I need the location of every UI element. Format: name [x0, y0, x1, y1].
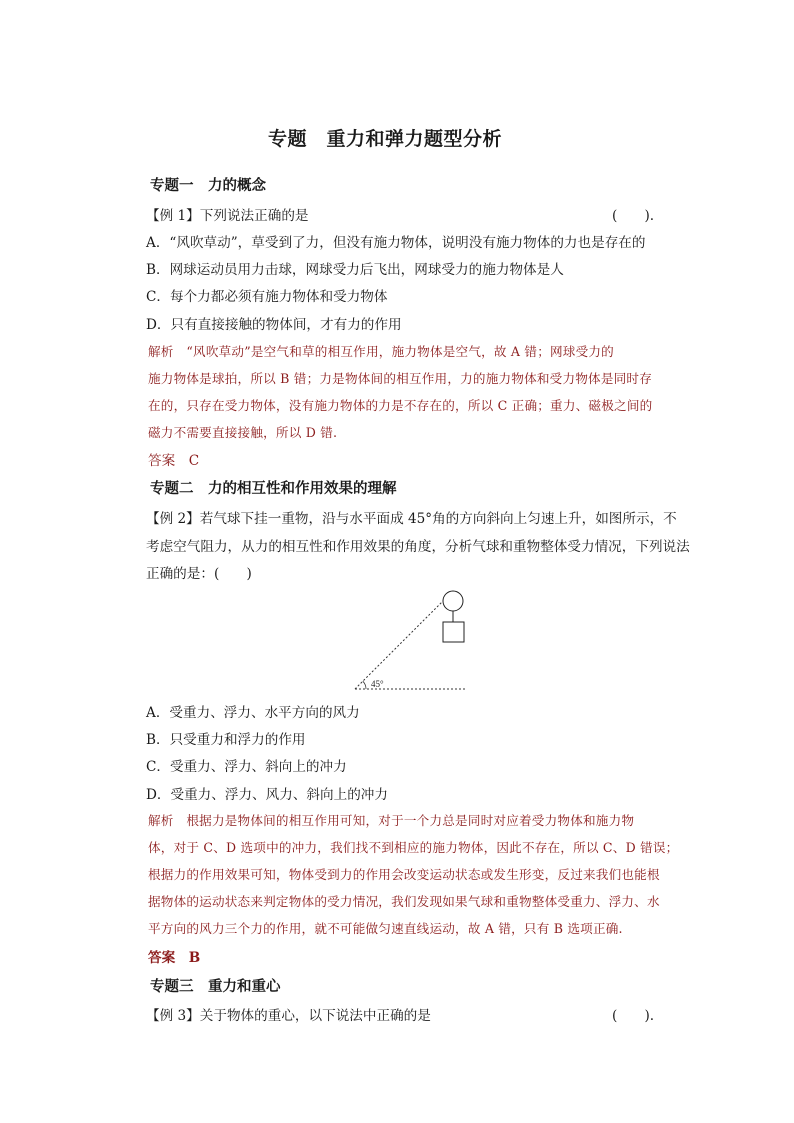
angle-label: 45°: [371, 679, 384, 689]
incline-path-line: [355, 600, 444, 689]
example-1-option-c: C．每个力都必须有施力物体和受力物体: [146, 289, 388, 305]
example-3-answer-blank: ( ).: [612, 1008, 655, 1024]
example-1-text: 下列说法正确的是: [199, 208, 309, 224]
section-1-heading: 专题一 力的概念: [150, 177, 266, 194]
example-1-analysis-line: 解析 “风吹草动”是空气和草的相互作用，施力物体是空气，故 A 错；网球受力的: [148, 344, 614, 359]
balloon-figure: [340, 585, 480, 695]
example-2-option-b: B．只受重力和浮力的作用: [146, 732, 306, 748]
example-1-answer-blank: ( ).: [612, 208, 655, 224]
example-2-option-d: D．受重力、浮力、风力、斜向上的冲力: [146, 787, 388, 803]
example-2-answer: 答案 B: [148, 950, 201, 966]
example-1-analysis-line: 施力物体是球拍，所以 B 错；力是物体间的相互作用，力的施力物体和受力物体是同时存: [148, 371, 653, 386]
page-title: 专题 重力和弹力题型分析: [268, 128, 503, 150]
example-2-analysis-line: 解析 根据力是物体间的相互作用可知，对于一个力总是同时对应着受力物体和施力物: [148, 813, 635, 828]
example-2-question-line: 考虑空气阻力，从力的相互性和作用效果的角度，分析气球和重物整体受力情况，下列说法: [146, 539, 690, 555]
example-2-label: 【例 2】: [146, 511, 200, 527]
section-2-heading: 专题二 力的相互性和作用效果的理解: [150, 480, 397, 497]
example-1-question: [146, 204, 309, 224]
example-2-analysis-line: 体，对于 C、D 选项中的冲力，我们找不到相应的施力物体，因此不存在，所以 C、D 错误；: [148, 840, 679, 855]
example-2-question-line: [146, 507, 677, 527]
example-1-option-b: B．网球运动员用力击球，网球受力后飞出，网球受力的施力物体是人: [146, 262, 564, 278]
example-1-option-a: A．“风吹草动”，草受到了力，但没有施力物体，说明没有施力物体的力也是存在的: [146, 235, 646, 251]
example-2-option-a: A．受重力、浮力、水平方向的风力: [146, 705, 360, 721]
balloon-circle: [443, 591, 463, 611]
example-1-label: 【例 1】: [146, 208, 200, 224]
example-3-question: [146, 1004, 431, 1024]
section-3-heading: 专题三 重力和重心: [150, 978, 281, 995]
weight-box: [443, 622, 464, 642]
example-2-option-c: C．受重力、浮力、斜向上的冲力: [146, 759, 347, 775]
example-3-label: 【例 3】: [146, 1008, 200, 1024]
example-1-analysis-line: 在的，只存在受力物体，没有施力物体的力是不存在的，所以 C 正确；重力、磁极之间的: [148, 398, 653, 413]
example-2-text: 若气球下挂一重物，沿与水平面成 45°角的方向斜向上匀速上升，如图所示，不: [199, 511, 677, 527]
angle-arc: [363, 681, 366, 689]
example-2-analysis-line: 根据力的作用效果可知，物体受到力的作用会改变运动状态或发生形变，反过来我们也能根: [148, 867, 660, 882]
example-1-answer: 答案 C: [148, 453, 200, 469]
example-2-question-line: 正确的是：( ): [146, 566, 252, 582]
example-2-analysis-line: 平方向的风力三个力的作用，就不可能做匀速直线运动，故 A 错，只有 B 选项正确.: [148, 921, 623, 936]
example-3-text: 关于物体的重心，以下说法中正确的是: [199, 1008, 431, 1024]
example-1-analysis-line: 磁力不需要直接接触，所以 D 错.: [148, 425, 338, 440]
example-2-analysis-line: 据物体的运动状态来判定物体的受力情况，我们发现如果气球和重物整体受重力、浮力、水: [148, 894, 660, 909]
example-1-option-d: D．只有直接接触的物体间，才有力的作用: [146, 317, 402, 333]
